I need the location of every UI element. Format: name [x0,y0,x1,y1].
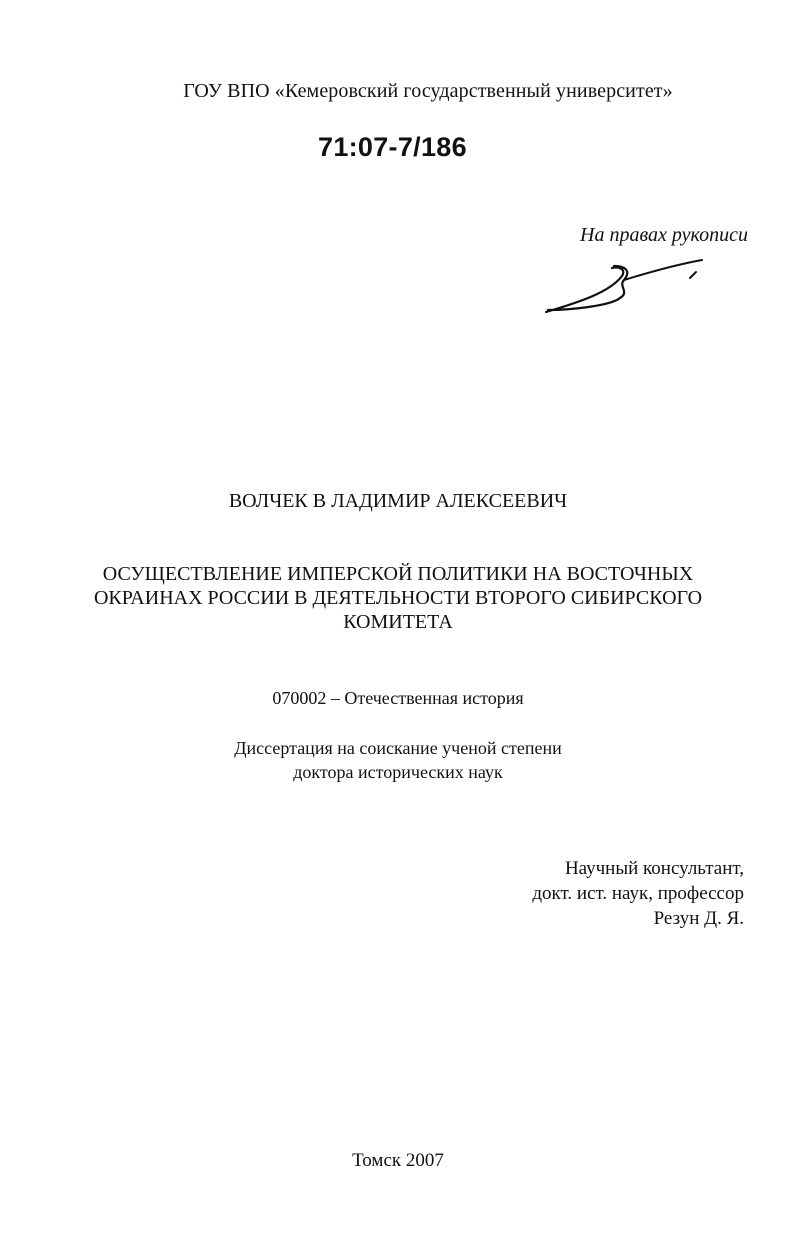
author-name: ВОЛЧЕК В ЛАДИМИР АЛЕКСЕЕВИЧ [228,490,568,512]
consultant-line: докт. ист. наук, профессор [532,883,744,904]
title-line: ОСУЩЕСТВЛЕНИЕ ИМПЕРСКОЙ ПОЛИТИКИ НА ВОСТОЧНЫХ [102,563,694,585]
title-line: ОКРАИНАХ РОССИИ В ДЕЯТЕЛЬНОСТИ ВТОРОГО СИБИРСКОГО [93,587,703,609]
specialty-code: 070002 – Отечественная история [272,688,524,708]
consultant-line: Резун Д. Я. [653,908,744,929]
signature-stroke-dash [690,272,696,278]
degree-line: Диссертация на соискание ученой степени [234,738,562,758]
degree-line: доктора исторических наук [293,762,503,782]
title-line: КОМИТЕТА [343,611,453,633]
catalog-code: 71:07-7/186 [318,132,467,162]
degree-statement [30,736,766,784]
signature-stroke-main [546,266,627,312]
scientific-consultant [532,856,744,931]
institution-name: ГОУ ВПО «Кемеровский государственный университет» [183,80,673,102]
manuscript-rights-note: На правах рукописи [580,224,748,246]
dissertation-title [30,562,766,634]
signature-image [540,252,710,318]
place-and-year: Томск 2007 [352,1150,444,1171]
consultant-line: Научный консультант, [564,858,744,879]
